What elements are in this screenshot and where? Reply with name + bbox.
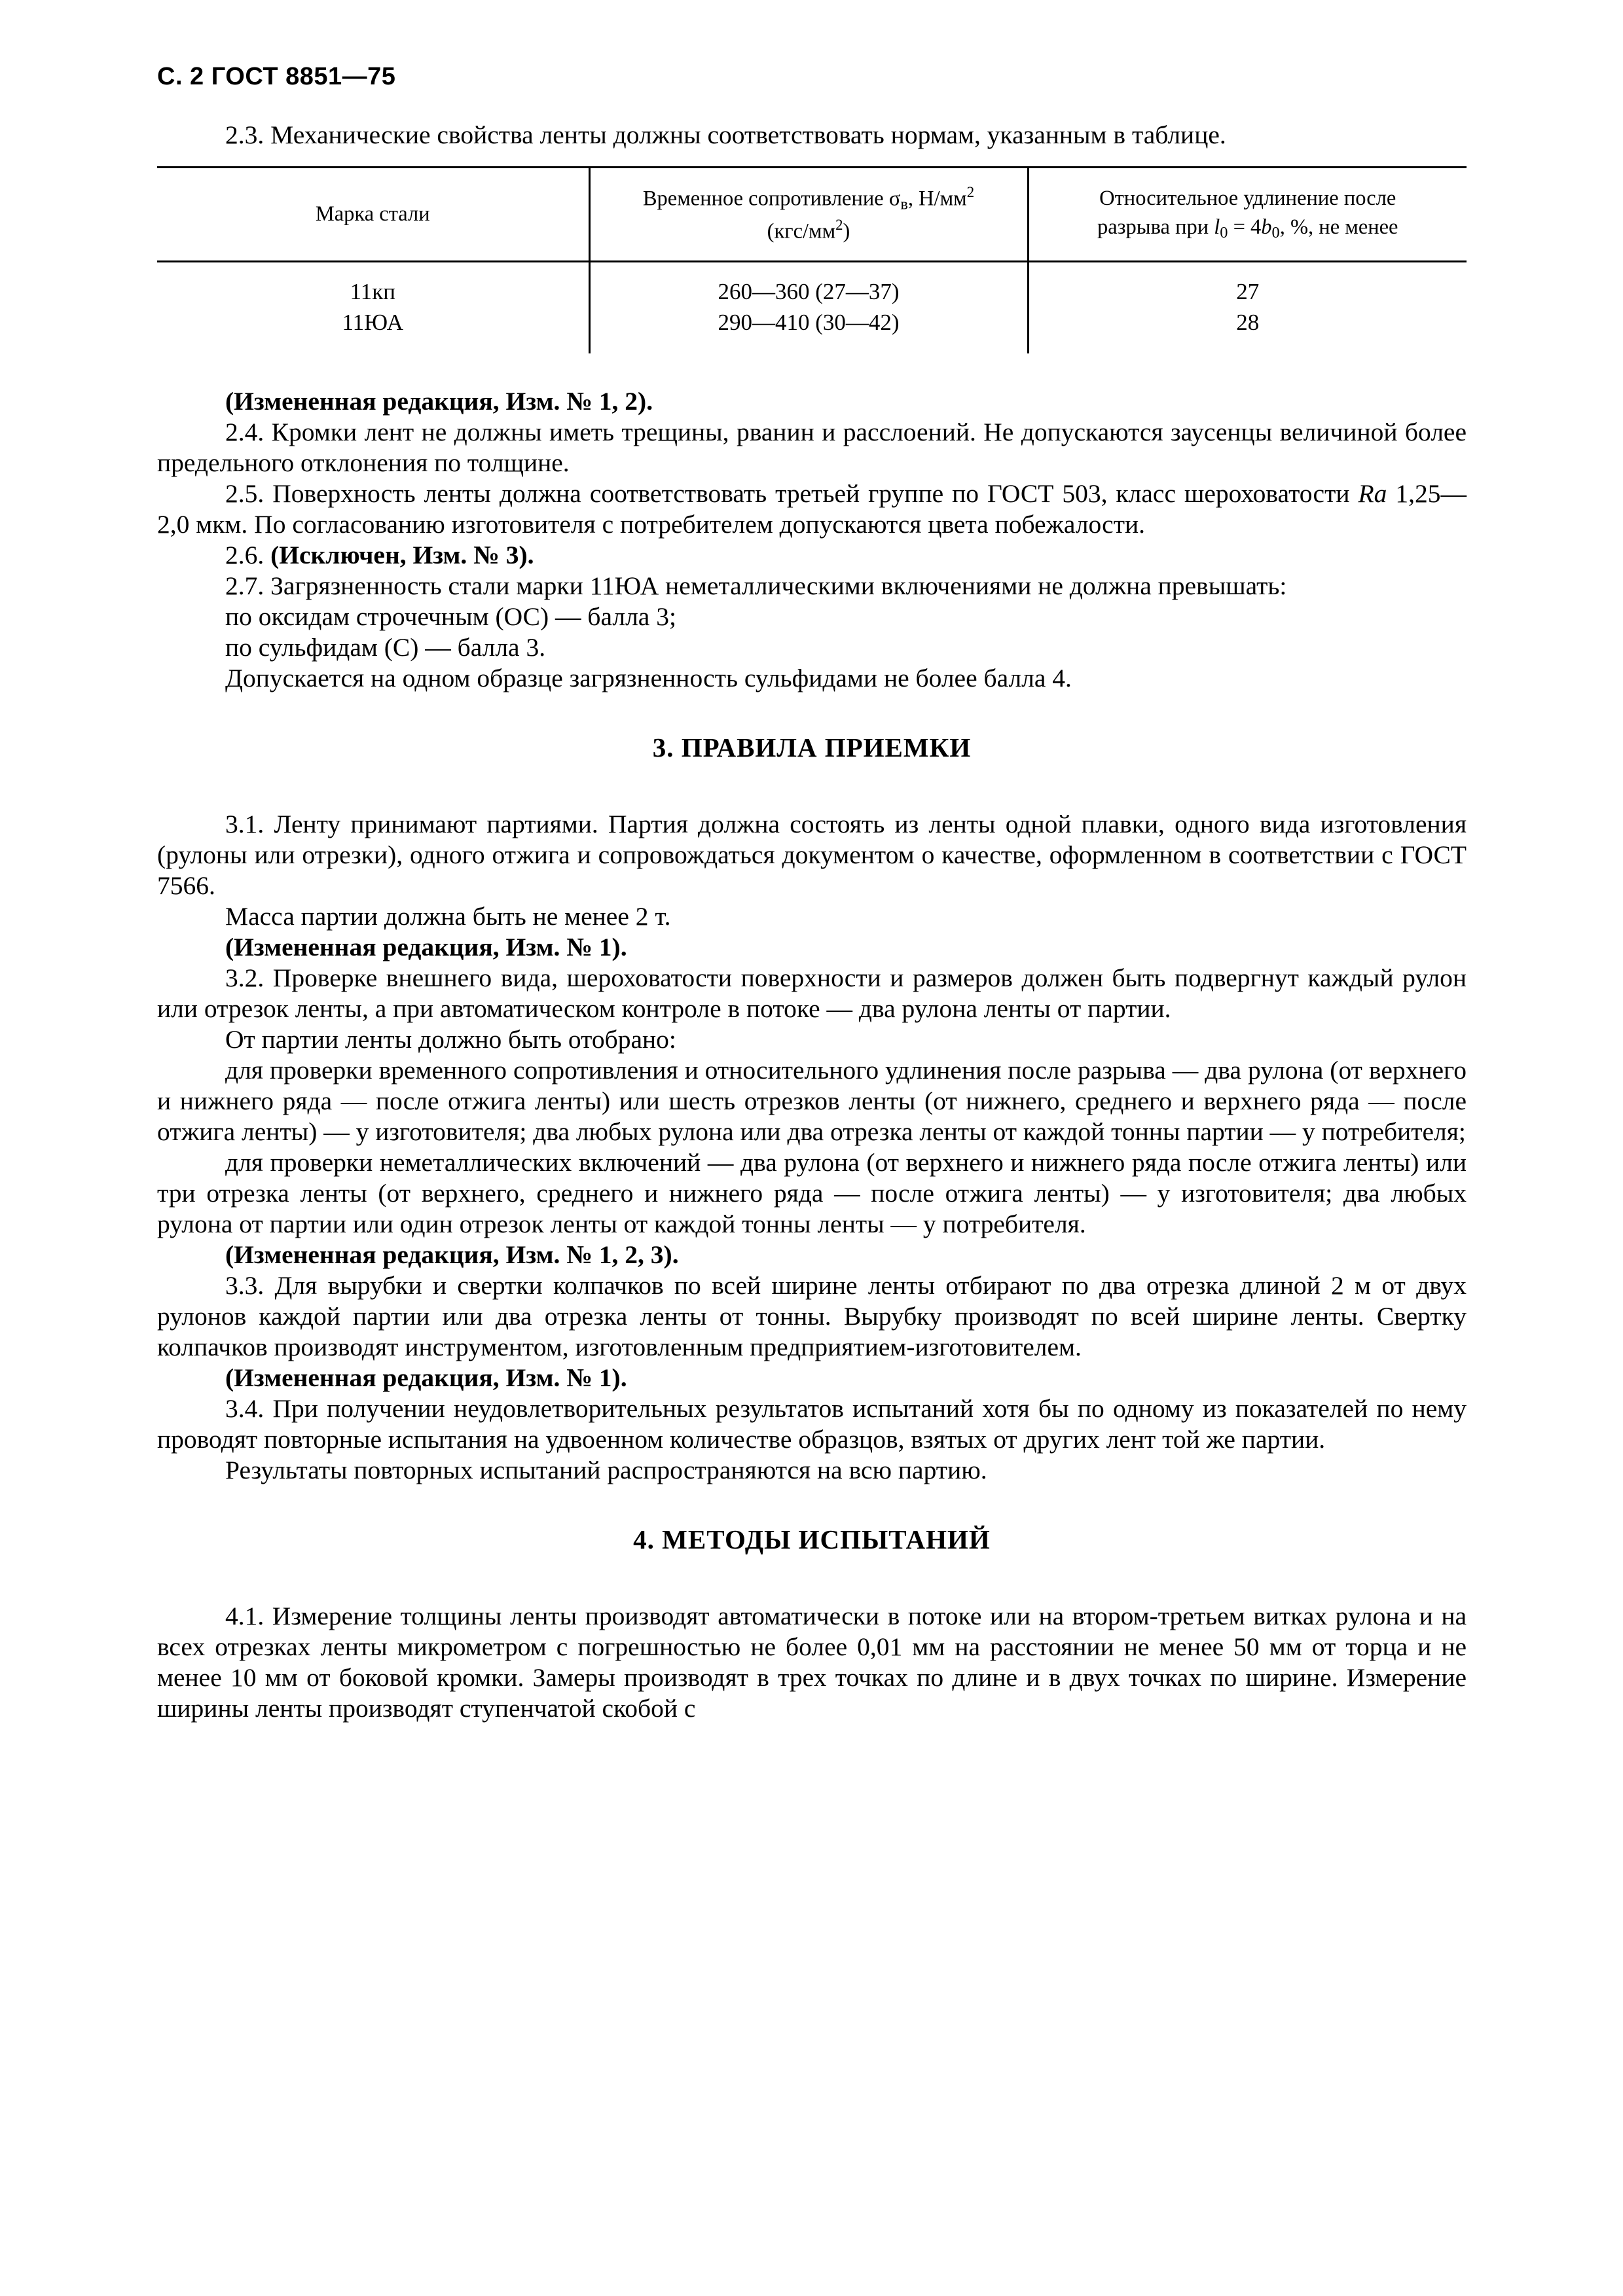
strength-cell: 260—360 (27—37) 290—410 (30—42) — [589, 262, 1028, 353]
paragraph-3-1-mass: Масса партии должна быть не менее 2 т. — [225, 901, 671, 931]
document-page — [157, 62, 1467, 1724]
table-row — [157, 262, 1467, 353]
paragraph-3-2-c: для проверки временного сопротивления и относительного удлинения после разрыва — два рулона (от верхнего и нижнего ряда — после отжига ленты) или шесть отрезков ленты (от нижнего, среднего и верхнего ряда — после отжига ленты) — у изготовителя; два любых рулона или два отрезка ленты от каждой тонны партии — у потребителя; — [157, 1055, 1467, 1146]
paragraph-3-3: 3.3. Для вырубки и свертки колпачков по всей ширине ленты отбирают по два отрезка длиной 2 м от двух рулонов каждой партии или два отрезка ленты от тонны. Вырубку производят по всей ширине ленты. Свертку колпачков производят инструментом, изготовленным предприятием-изготовителем. — [157, 1270, 1467, 1361]
paragraph-2-7: 2.7. Загрязненность стали марки 11ЮА неметаллическими включениями не должна превышать: — [225, 571, 1287, 600]
revision-note: (Измененная редакция, Изм. № 1, 2, 3). — [225, 1240, 679, 1269]
list-item: по оксидам строчечным (ОС) — балла 3; — [225, 601, 676, 631]
section-4-title: 4. МЕТОДЫ ИСПЫТАНИЙ — [633, 1524, 991, 1554]
list-item: по сульфидам (С) — балла 3. — [225, 632, 546, 662]
paragraph-2-4: 2.4. Кромки лент не должны иметь трещины, рванин и расслоений. Не допускаются заусенцы величиной более предельного отклонения по толщине. — [157, 417, 1467, 477]
paragraph-4-1: 4.1. Измерение толщины ленты производят автоматически в потоке или на втором-третьем витках рулона и на всех отрезках ленты микрометром с погрешностью не более 0,01 мм на расстоянии не менее 50 мм от торца и не менее 10 мм от боковой кромки. Замеры производят в трех точках по длине и в двух точках по ширине. Измерение ширины ленты производят ступенчатой скобой с — [157, 1601, 1467, 1723]
paragraph-3-1: 3.1. Ленту принимают партиями. Партия должна состоять из ленты одной плавки, одного вида изготовления (рулоны или отрезки), одного отжига и сопровождаться документом о качестве, оформленном в соответствии с ГОСТ 7566. — [157, 809, 1467, 900]
elongation-cell: 27 28 — [1028, 262, 1467, 353]
column-header-grade: Марка стали — [157, 167, 589, 262]
section-3-title: 3. ПРАВИЛА ПРИЕМКИ — [652, 732, 972, 762]
paragraph-2-5: 2.5. Поверхность ленты должна соответствовать третьей группе по ГОСТ 503, класс шероховатости Ra 1,25—2,0 мкм. По согласованию изготовителя с потребителем допускаются цвета побежалости. — [157, 478, 1467, 539]
paragraph-2-3: 2.3. Механические свойства ленты должны соответствовать нормам, указанным в таблице. — [225, 120, 1226, 149]
column-header-strength: Временное сопротивление $\sigma_в$, $Н/мм^2$ $(кгс/мм^2)$ — [589, 167, 1028, 262]
paragraph-3-2-d: для проверки неметаллических включений — два рулона (от верхнего и нижнего ряда после отжига ленты) или три отрезка ленты (от верхнего, среднего и нижнего ряда — после отжига ленты) — у изготовителя; два любых рулона от партии или один отрезок ленты от каждой тонны ленты — у потребителя. — [157, 1147, 1467, 1238]
revision-note: (Измененная редакция, Изм. № 1). — [225, 932, 627, 961]
page-header: С. 2 ГОСТ 8851—75 — [157, 63, 396, 90]
revision-note: (Измененная редакция, Изм. № 1). — [225, 1363, 627, 1392]
paragraph-2-6: 2.6. (Исключен, Изм. № 3). — [225, 540, 534, 569]
list-item: Допускается на одном образце загрязненность сульфидами не более балла 4. — [225, 663, 1072, 692]
paragraph-3-4: 3.4. При получении неудовлетворительных результатов испытаний хотя бы по одному из показателей по нему проводят повторные испытания на удвоенном количестве образцов, взятых от других лент той же партии. — [157, 1393, 1467, 1454]
paragraph-3-2: 3.2. Проверке внешнего вида, шероховатости поверхности и размеров должен быть подвергнут каждый рулон или отрезок ленты, а при автоматическом контроле в потоке — два рулона ленты от партии. — [157, 963, 1467, 1023]
revision-note: (Измененная редакция, Изм. № 1, 2). — [225, 386, 653, 416]
paragraph-3-2-b: От партии ленты должно быть отобрано: — [225, 1024, 676, 1054]
grade-cell: 11кп 11ЮА — [342, 279, 404, 335]
table-header-row — [157, 167, 1467, 262]
paragraph-3-4-b: Результаты повторных испытаний распространяются на всю партию. — [225, 1455, 987, 1484]
mechanical-properties-table — [157, 166, 1467, 353]
column-header-elongation: Относительное удлинение после разрыва при $l_0 = 4b_0$, %, не менее — [1028, 167, 1467, 262]
